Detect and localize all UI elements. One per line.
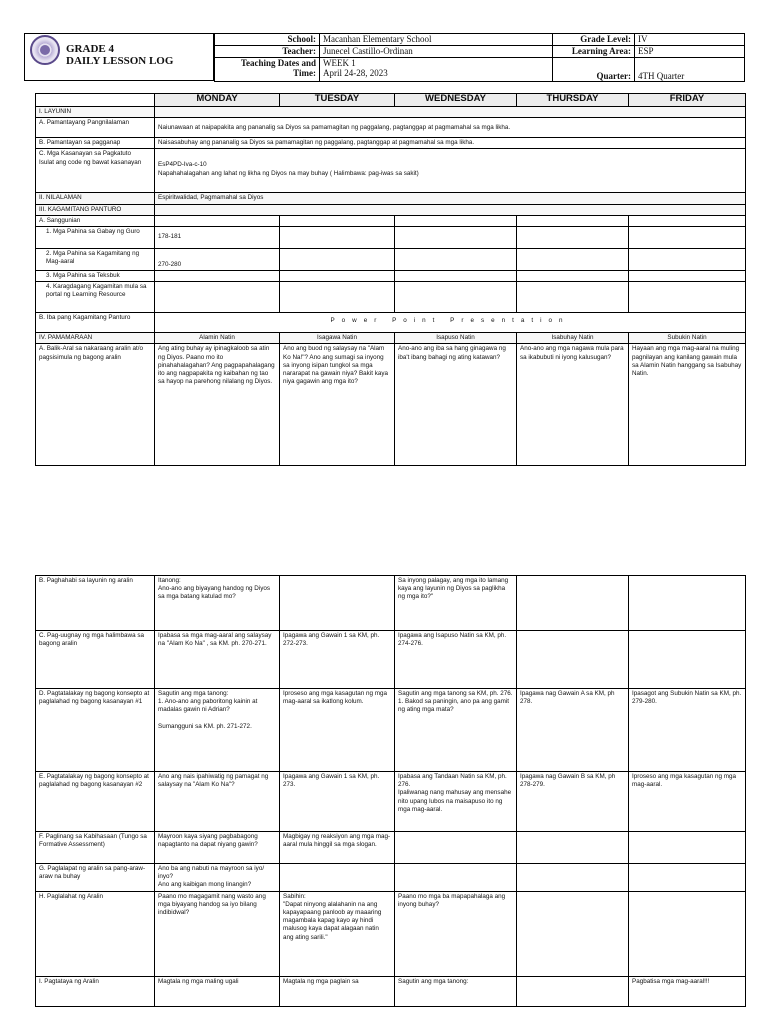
kagamitan-pages: 270-280 <box>155 249 280 271</box>
row-text: Naiunawaan at naipapakita ang pananalig sa Diyos sa pamamagitan ng paggalang, pagtanggap at pagmamahal sa mga likha. <box>155 118 746 138</box>
empty-cell <box>395 249 517 271</box>
school-value: Macanhan Elementary School <box>320 34 553 46</box>
dates-label-line1: Teaching Dates and <box>240 58 316 68</box>
row-label: G. Paglalapat ng aralin sa pang-araw-araw na buhay <box>36 864 155 892</box>
grade-label: Grade Level: <box>553 34 635 46</box>
table-row <box>36 772 746 832</box>
cell-wednesday: Ipagawa ang Isapuso Natin sa KM, ph. 274-276. <box>395 631 517 689</box>
day-friday: FRIDAY <box>629 94 746 107</box>
header-info-table <box>214 33 745 82</box>
quarter-value: 4TH Quarter <box>635 58 745 82</box>
table-row <box>36 631 746 689</box>
power-point-text: Power Point Presentation <box>155 313 746 333</box>
competency-text: Napahahalagahan ang lahat ng likha ng Diyos na may buhay ( Halimbawa: pag-iwas sa sakit) <box>158 169 419 177</box>
cell-wednesday <box>395 832 517 864</box>
table-row <box>36 344 746 466</box>
part-heading: Isabuhay Natin <box>517 333 629 344</box>
days-corner <box>36 94 155 107</box>
table-row <box>36 227 746 249</box>
row-label: 4. Karagdagang Kagamitan mula sa portal ng Learning Resource <box>36 282 155 313</box>
row-label: C. Pag-uugnay ng mga halimbawa sa bagong aralin <box>36 631 155 689</box>
table-row <box>36 204 746 215</box>
cell-friday: Pagbatisa mga mag-aaral!!! <box>629 976 746 1006</box>
gabay-pages: 178-181 <box>155 227 280 249</box>
cell-thursday <box>517 976 629 1006</box>
empty-cell <box>517 215 629 226</box>
row-text <box>155 149 746 193</box>
title-line1: GRADE 4 <box>66 43 114 55</box>
section-nilalaman: II. NILALAMAN <box>36 193 155 204</box>
cell-friday <box>629 631 746 689</box>
day-wednesday: WEDNESDAY <box>395 94 517 107</box>
lesson-table-page2 <box>35 575 746 1007</box>
cell-tuesday: Sabihin: "Dapat ninyong alalahanin na ang kapayapaang panloob ay maaaring magambala kapag kayo ay hindi malusog kaya dapat alagaan natin ang ating sarili." <box>280 891 395 976</box>
day-tuesday: TUESDAY <box>280 94 395 107</box>
cell-friday <box>629 864 746 892</box>
empty-cell <box>629 271 746 282</box>
cell-thursday <box>517 891 629 976</box>
table-row <box>36 832 746 864</box>
area-label: Learning Area: <box>553 46 635 58</box>
row-label: B. Iba pang Kagamitang Panturo <box>36 313 155 333</box>
lesson-table-page1 <box>35 93 746 466</box>
table-row <box>36 118 746 138</box>
cell-monday: Magtala ng mga maling ugali <box>155 976 280 1006</box>
cell-wednesday <box>395 864 517 892</box>
table-row <box>36 864 746 892</box>
dates-value <box>320 58 553 82</box>
section-pamamaraan: IV. PAMAMARAAN <box>36 333 155 344</box>
cell-friday: Ipasagot ang Subukin Natin sa KM, ph. 279-280. <box>629 689 746 772</box>
cell-thursday <box>517 832 629 864</box>
deped-seal-icon <box>30 35 60 65</box>
empty-cell <box>155 204 746 215</box>
empty-cell <box>629 227 746 249</box>
table-row <box>36 313 746 333</box>
cell-thursday <box>517 631 629 689</box>
row-label: E. Pagtatalakay ng bagong konsepto at paglalahad ng bagong kasanayan #2 <box>36 772 155 832</box>
cell-friday: Iproseso ang mga kasagutan ng mga mag-aaral. <box>629 772 746 832</box>
section-layunin: I. LAYUNIN <box>36 107 155 118</box>
row-label: A. Balik-Aral sa nakaraang aralin at/o pagsisimula ng bagong aralin <box>36 344 155 466</box>
empty-cell <box>629 282 746 313</box>
row-label: D. Pagtatalakay ng bagong konsepto at paglalahad ng bagong kasanayan #1 <box>36 689 155 772</box>
empty-cell <box>395 227 517 249</box>
table-row <box>36 576 746 631</box>
cell-friday: Hayaan ang mga mag-aaral na muling pagnilayan ang kanilang gawain mula sa Alamin Natin hanggang sa Isabuhay Natin. <box>629 344 746 466</box>
cell-friday <box>629 891 746 976</box>
table-row <box>36 282 746 313</box>
table-row <box>36 689 746 772</box>
table-row <box>36 138 746 149</box>
competency-code: EsP4PD-Iva-c-10 <box>158 161 207 169</box>
cell-wednesday: Ipabasa ang Tandaan Natin sa KM, ph. 276. Ipaliwanag nang mahusay ang mensahe nito upang lubos na maisapuso ito ng mga mag-aaral. <box>395 772 517 832</box>
day-monday: MONDAY <box>155 94 280 107</box>
table-row <box>36 215 746 226</box>
dates-range: April 24-28, 2023 <box>323 68 388 78</box>
row-text: Naisasabuhay ang pananalig sa Diyos sa pamamagitan ng paggalang, pagtanggap at pagmamahal sa mga likha. <box>155 138 746 149</box>
empty-cell <box>629 249 746 271</box>
table-row <box>36 193 746 204</box>
cell-tuesday: Ipagawa ang Gawain 1 sa KM, ph. 273. <box>280 772 395 832</box>
cell-tuesday: Ipagawa ang Gawain 1 sa KM, ph. 272-273. <box>280 631 395 689</box>
week-value: WEEK 1 <box>323 58 356 68</box>
cell-tuesday <box>280 576 395 631</box>
table-row <box>36 249 746 271</box>
cell-tuesday: Magtala ng mga paglain sa <box>280 976 395 1006</box>
cell-monday: Ang ating buhay ay ipinagkaloob sa atin ng Diyos. Paano mo ito pinahahalagahan? Ang pagpapahalagang ito ang nagpapakita ng kaibahan ng tao sa hayop na parehong nilalang ng Diyos. <box>155 344 280 466</box>
title-line2: DAILY LESSON LOG <box>66 55 174 67</box>
cell-tuesday: Magbigay ng reaksiyon ang mga mag-aaral mula hinggil sa mga slogan. <box>280 832 395 864</box>
empty-cell <box>395 215 517 226</box>
part-heading: Isapuso Natin <box>395 333 517 344</box>
row-label: F. Paglinang sa Kabihasaan (Tungo sa Formative Assessment) <box>36 832 155 864</box>
cell-monday: Sagutin ang mga tanong: 1. Ano-ano ang paboritong kainin at madalas gawin ni Adrian? Sumangguni sa KM. ph. 271-272. <box>155 689 280 772</box>
cell-tuesday: Iproseso ang mga kasagutan ng mga mag-aaral sa ikatlong kolum. <box>280 689 395 772</box>
empty-cell <box>155 282 280 313</box>
day-thursday: THURSDAY <box>517 94 629 107</box>
row-label: A. Pamantayang Pangnilalaman <box>36 118 155 138</box>
empty-cell <box>395 271 517 282</box>
cell-monday: Itanong: Ano-ano ang biyayang handog ng Diyos sa mga batang katulad mo? <box>155 576 280 631</box>
empty-cell <box>517 271 629 282</box>
empty-cell <box>280 271 395 282</box>
cell-wednesday: Sagutin ang mga tanong: <box>395 976 517 1006</box>
area-value: ESP <box>635 46 745 58</box>
dates-label <box>215 58 320 82</box>
part-heading: Subukin Natin <box>629 333 746 344</box>
cell-wednesday: Ano-ano ang iba sa hang ginagawa ng iba't ibang bahagi ng ating katawan? <box>395 344 517 466</box>
table-row <box>36 891 746 976</box>
row-label: I. Pagtataya ng Aralin <box>36 976 155 1006</box>
teacher-value: Junecel Castillo-Ordinan <box>320 46 553 58</box>
row-label: 1. Mga Pahina sa Gabay ng Guro <box>36 227 155 249</box>
table-row <box>36 333 746 344</box>
row-label: A. Sanggunian <box>36 215 155 226</box>
cell-wednesday: Sagutin ang mga tanong sa KM, ph. 276. 1. Bakod sa paningin, ano pa ang gamit ng ating mga mata? <box>395 689 517 772</box>
row-label: H. Paglalahat ng Aralin <box>36 891 155 976</box>
empty-cell <box>155 271 280 282</box>
table-row <box>36 149 746 193</box>
row-label: 2. Mga Pahina sa Kagamitang ng Mag-aaral <box>36 249 155 271</box>
empty-cell <box>395 282 517 313</box>
empty-cell <box>517 282 629 313</box>
row-label: B. Paghahabi sa layunin ng aralin <box>36 576 155 631</box>
page-title <box>66 43 173 67</box>
empty-cell <box>280 215 395 226</box>
empty-cell <box>517 249 629 271</box>
part-heading: Isagawa Natin <box>280 333 395 344</box>
cell-wednesday: Sa inyong palagay, ang mga ito lamang kaya ang layunin ng Diyos sa paglikha ng mga ito?" <box>395 576 517 631</box>
row-text: Espiritwalidad, Pagmamahal sa Diyos <box>155 193 746 204</box>
quarter-label: Quarter: <box>553 58 635 82</box>
cell-thursday <box>517 864 629 892</box>
empty-cell <box>280 282 395 313</box>
row-label: B. Pamantayan sa pagganap <box>36 138 155 149</box>
empty-cell <box>280 227 395 249</box>
dates-label-line2: Time: <box>293 68 316 78</box>
empty-cell <box>280 249 395 271</box>
teacher-label: Teacher: <box>215 46 320 58</box>
row-label: C. Mga Kasanayan sa Pagkatuto Isulat ang code ng bawat kasanayan <box>36 149 155 193</box>
cell-thursday: Ipagawa nag Gawain A sa KM, ph 278. <box>517 689 629 772</box>
cell-monday: Ano ang nais ipahiwatig ng pamagat ng salaysay na "Alam Ko Na"? <box>155 772 280 832</box>
empty-cell <box>517 227 629 249</box>
cell-tuesday: Ano ang buod ng salaysay na "Alam Ko Na!"? Ano ang sumagi sa inyong sa inyong isipan tungkol sa mga nararapat na gawain niya? Bakit kaya niya gagawin ang mga ito? <box>280 344 395 466</box>
cell-monday: Paano mo magagamit nang wasto ang mga biyayang handog sa iyo bilang indibidwal? <box>155 891 280 976</box>
cell-thursday: Ano-ano ang mga nagawa mula para sa ikabubuti ni iyong kalusugan? <box>517 344 629 466</box>
cell-friday <box>629 832 746 864</box>
table-row <box>36 271 746 282</box>
cell-thursday: Ipagawa nag Gawain B sa KM, ph 278-279. <box>517 772 629 832</box>
part-heading: Alamin Natin <box>155 333 280 344</box>
empty-cell <box>155 215 280 226</box>
row-label: 3. Mga Pahina sa Teksbuk <box>36 271 155 282</box>
cell-friday <box>629 576 746 631</box>
empty-cell <box>155 107 746 118</box>
grade-value: IV <box>635 34 745 46</box>
cell-tuesday <box>280 864 395 892</box>
cell-monday: Mayroon kaya siyang pagbabagong napagtanto na dapat niyang gawin? <box>155 832 280 864</box>
empty-cell <box>629 215 746 226</box>
table-row <box>36 976 746 1006</box>
section-kagamitan: III. KAGAMITANG PANTURO <box>36 204 155 215</box>
table-row <box>36 107 746 118</box>
cell-monday: Ano ba ang nabuti na mayroon sa iyo/ inyo? Ano ang kaibigan mong linangin? <box>155 864 280 892</box>
days-header-row <box>36 94 746 107</box>
cell-monday: Ipabasa sa mga mag-aaral ang salaysay na "Alam Ko Na" , sa KM. ph. 270-271. <box>155 631 280 689</box>
cell-wednesday: Paano mo mga ba mapapahalaga ang inyong buhay? <box>395 891 517 976</box>
cell-thursday <box>517 576 629 631</box>
school-label: School: <box>215 34 320 46</box>
